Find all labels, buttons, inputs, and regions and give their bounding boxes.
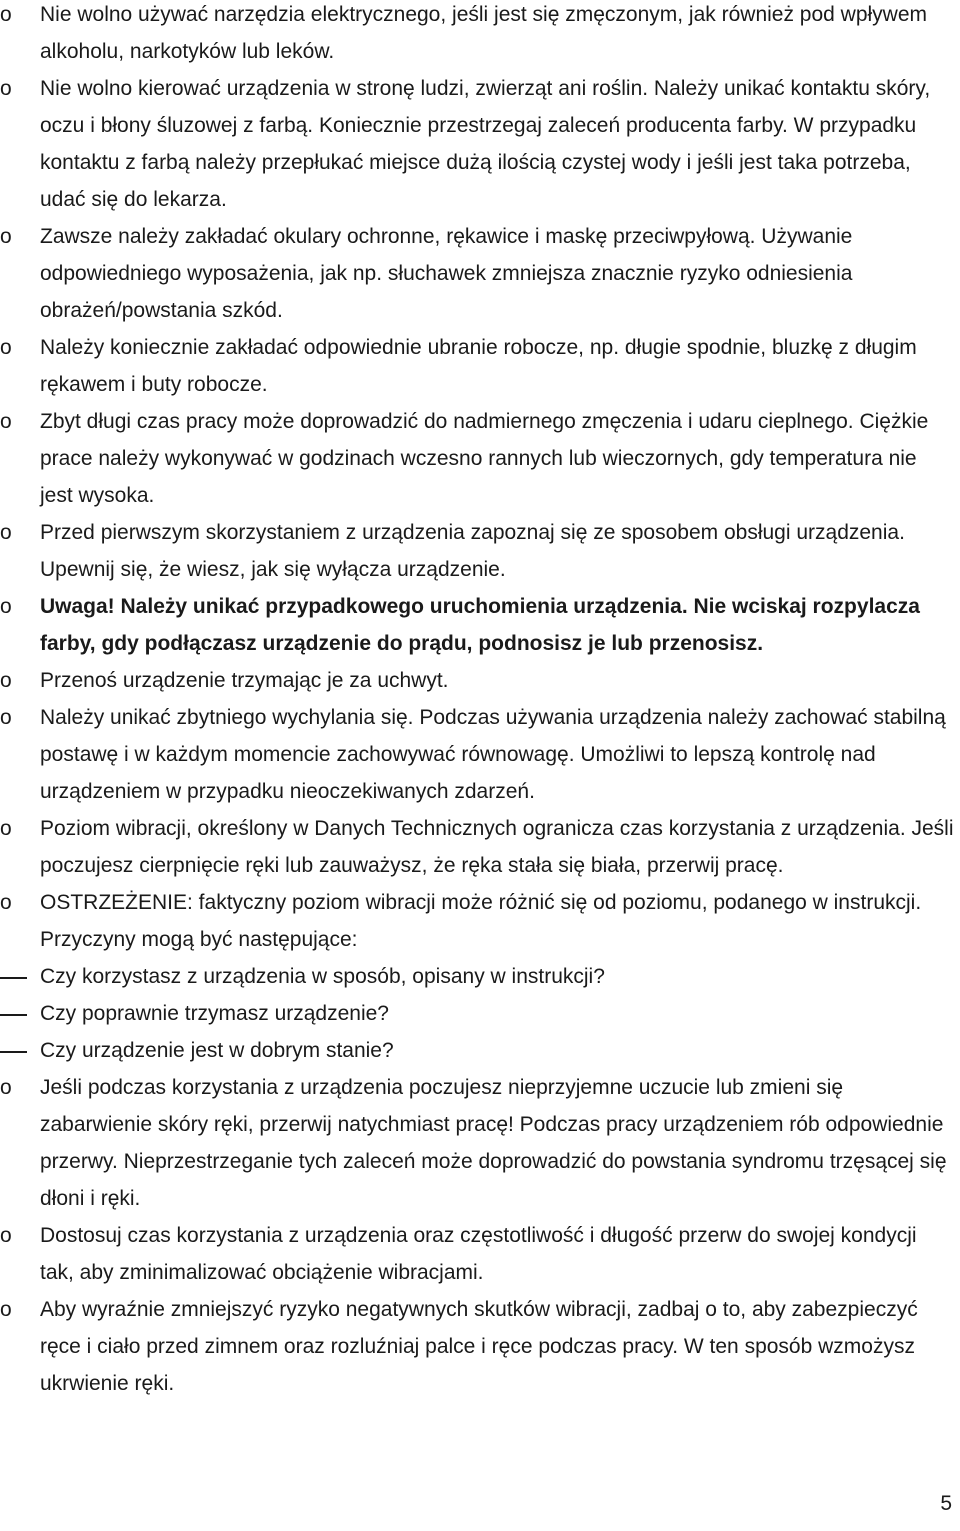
list-item (0, 1069, 960, 1217)
list-item (0, 218, 960, 329)
circle-bullet-icon: o (0, 521, 12, 544)
warning-text: Uwaga! Należy unikać przypadkowego uruchomienia urządzenia. Nie wciskaj rozpylacza farby, gdy podłączasz urządzenie do prądu, podnosisz je lub przenosisz. (40, 595, 920, 655)
list-item (0, 403, 960, 514)
circle-bullet-icon: o (0, 77, 12, 100)
circle-bullet-icon: o (0, 1224, 12, 1247)
item-text: Jeśli podczas korzystania z urządzenia poczujesz nieprzyjemne uczucie lub zmieni się zabarwienie skóry ręki, przerwij natychmiast pracę! Podczas pracy urządzeniem rób odpowiednie przerwy. Nieprzestrzeganie tych zaleceń może doprowadzić do powstania syndromu trzęsącej się dłoni i ręki. (40, 1076, 947, 1210)
circle-bullet-icon: o (0, 595, 12, 618)
circle-bullet-icon: o (0, 817, 12, 840)
circle-bullet-icon: o (0, 1298, 12, 1321)
circle-bullet-icon: o (0, 3, 12, 26)
item-text: Aby wyraźnie zmniejszyć ryzyko negatywnych skutków wibracji, zadbaj o to, aby zabezpieczyć ręce i ciało przed zimnem oraz rozluźniaj palce i ręce podczas pracy. W ten sposób wzmożysz ukrwienie ręki. (40, 1298, 918, 1395)
circle-bullet-icon: o (0, 1076, 12, 1099)
item-text: Przed pierwszym skorzystaniem z urządzenia zapoznaj się ze sposobem obsługi urządzenia. Upewnij się, że wiesz, jak się wyłącza urządzenie. (40, 521, 905, 581)
list-item (0, 662, 960, 699)
list-item (0, 958, 960, 995)
item-text: Czy urządzenie jest w dobrym stanie? (40, 1039, 394, 1062)
list-item (0, 70, 960, 218)
circle-bullet-icon: o (0, 706, 12, 729)
list-item (0, 1032, 960, 1069)
list-item (0, 699, 960, 810)
circle-bullet-icon: o (0, 410, 12, 433)
list-item (0, 810, 960, 884)
circle-bullet-icon: o (0, 669, 12, 692)
list-item (0, 0, 960, 70)
list-item (0, 884, 960, 958)
item-text: Poziom wibracji, określony w Danych Technicznych ogranicza czas korzystania z urządzenia. Jeśli poczujesz cierpnięcie ręki lub zauważysz, że ręka stała się biała, przerwij pracę. (40, 817, 954, 877)
list-item (0, 329, 960, 403)
item-text: Zbyt długi czas pracy może doprowadzić do nadmiernego zmęczenia i udaru cieplnego. Ciężkie prace należy wykonywać w godzinach wczesno rannych lub wieczornych, gdy temperatura nie jest wysoka. (40, 410, 929, 507)
item-text: OSTRZEŻENIE: faktyczny poziom wibracji może różnić się od poziomu, podanego w instrukcji. Przyczyny mogą być następujące: (40, 891, 922, 951)
item-text: Należy koniecznie zakładać odpowiednie ubranie robocze, np. długie spodnie, bluzkę z długim rękawem i buty robocze. (40, 336, 917, 396)
circle-bullet-icon: o (0, 336, 12, 359)
list-item (0, 995, 960, 1032)
item-text: Dostosuj czas korzystania z urządzenia oraz częstotliwość i długość przerw do swojej kondycji tak, aby zminimalizować obciążenie wibracjami. (40, 1224, 917, 1284)
circle-bullet-icon: o (0, 225, 12, 248)
list-item (0, 1291, 960, 1402)
item-text: Nie wolno używać narzędzia elektrycznego, jeśli jest się zmęczonym, jak również pod wpływem alkoholu, narkotyków lub leków. (40, 3, 928, 63)
item-text: Czy korzystasz z urządzenia w sposób, opisany w instrukcji? (40, 965, 605, 988)
list-item (0, 1217, 960, 1291)
item-text: Nie wolno kierować urządzenia w stronę ludzi, zwierząt ani roślin. Należy unikać kontaktu skóry, oczu i błony śluzowej z farbą. Koniecznie przestrzegaj zaleceń producenta farby. W przypadku kontaktu z farbą należy przepłukać miejsce dużą ilością czystej wody i jeśli jest taka potrzeba, udać się do lekarza. (40, 77, 931, 211)
item-text: Czy poprawnie trzymasz urządzenie? (40, 1002, 389, 1025)
item-text: Zawsze należy zakładać okulary ochronne, rękawice i maskę przeciwpyłową. Używanie odpowiedniego wyposażenia, jak np. słuchawek zmniejsza znacznie ryzyko odniesienia obrażeń/powstania szkód. (40, 225, 853, 322)
list-item (0, 588, 960, 662)
item-text: Należy unikać zbytniego wychylania się. Podczas używania urządzenia należy zachować stabilną postawę i w każdym momencie zachowywać równowagę. Umożliwi to lepszą kontrolę nad urządzeniem w przypadku nieoczekiwanych zdarzeń. (40, 706, 946, 803)
item-text: Przenoś urządzenie trzymając je za uchwyt. (40, 669, 449, 692)
circle-bullet-icon: o (0, 891, 12, 914)
list-item (0, 514, 960, 588)
page-number: 5 (940, 1492, 952, 1515)
